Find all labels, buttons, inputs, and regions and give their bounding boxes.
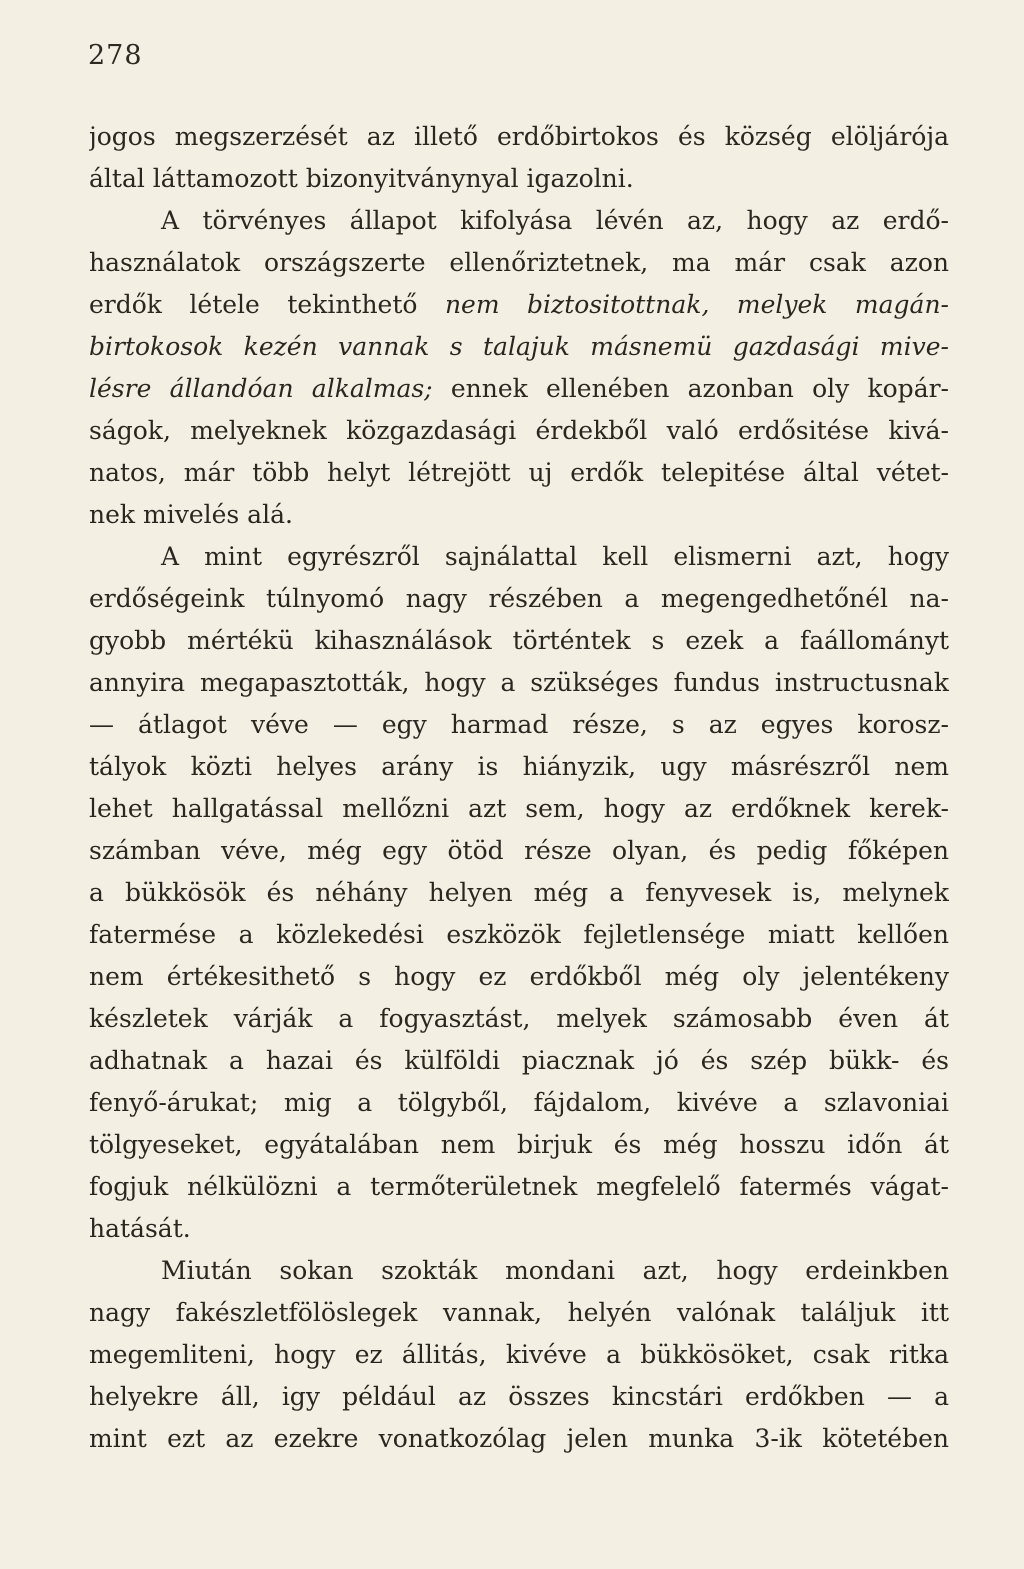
paragraph [89,536,949,1250]
italic-text: birtokosok kezén vannak s talajuk másnemü gazdasági mive- [89,332,949,361]
text-line: megemliteni, hogy ez állitás, kivéve a bükkösöket, csak ritka [89,1340,949,1369]
text-line: Miután sokan szokták mondani azt, hogy erdeinkben [161,1256,949,1285]
text-line: által láttamozott bizonyitványnyal igazolni. [89,164,634,193]
text-line: gyobb mértékü kihasználások történtek s ezek a faállományt [89,626,949,655]
text-line: jogos megszerzését az illető erdőbirtokos és község elöljárója [89,122,949,151]
text-segment: erdők létele tekinthető [89,290,445,319]
text-line: nek mivelés alá. [89,500,293,529]
italic-text: nem biztositottnak, melyek magán- [444,290,949,319]
text-line: nem értékesithető s hogy ez erdőkből még oly jelentékeny [89,962,949,991]
text-line: A törvényes állapot kifolyása lévén az, hogy az erdő- [161,206,949,235]
text-line: hatását. [89,1214,191,1243]
text-line: natos, már több helyt létrejött uj erdők telepitése által vétet- [89,458,949,487]
paragraph [89,116,949,200]
text-line: nagy fakészletfölöslegek vannak, helyén valónak találjuk itt [89,1298,949,1327]
text-line: adhatnak a hazai és külföldi piacznak jó és szép bükk- és [89,1046,949,1075]
text-line: fenyő-árukat; mig a tölgyből, fájdalom, kivéve a szlavoniai [89,1088,949,1117]
paragraph [89,1250,949,1460]
text-line: erdőségeink túlnyomó nagy részében a megengedhetőnél na- [89,584,949,613]
text-line: tölgyeseket, egyátalában nem birjuk és még hosszu időn át [89,1130,949,1159]
text-line: használatok országszerte ellenőriztetnek, ma már csak azon [89,248,949,277]
text-line: fogjuk nélkülözni a termőterületnek megfelelő fatermés vágat- [89,1172,949,1201]
text-line: tályok közti helyes arány is hiányzik, ugy másrészről nem [89,752,949,781]
text-line [89,326,949,368]
text-line: — átlagot véve — egy harmad része, s az egyes korosz- [89,710,949,739]
text-line [89,368,949,410]
text-line: fatermése a közlekedési eszközök fejletlensége miatt kellően [89,920,949,949]
text-line: lehet hallgatással mellőzni azt sem, hogy az erdőknek kerek- [89,794,949,823]
italic-text: lésre állandóan alkalmas; [89,374,433,403]
page-number: 278 [88,40,143,71]
paragraph [89,200,949,536]
body-text [89,116,949,1460]
text-line: annyira megapasztották, hogy a szükséges fundus instructusnak [89,668,949,697]
text-segment: ennek ellenében azonban oly kopár- [432,374,949,403]
text-line: A mint egyrészről sajnálattal kell elismerni azt, hogy [161,542,949,571]
text-line: mint ezt az ezekre vonatkozólag jelen munka 3-ik kötetében [89,1424,949,1453]
text-line: készletek várják a fogyasztást, melyek számosabb éven át [89,1004,949,1033]
text-line: ságok, melyeknek közgazdasági érdekből való erdősitése kivá- [89,416,949,445]
text-line: helyekre áll, igy például az összes kincstári erdőkben — a [89,1382,949,1411]
text-line [89,284,949,326]
text-line: számban véve, még egy ötöd része olyan, és pedig főképen [89,836,949,865]
text-line: a bükkösök és néhány helyen még a fenyvesek is, melynek [89,878,949,907]
